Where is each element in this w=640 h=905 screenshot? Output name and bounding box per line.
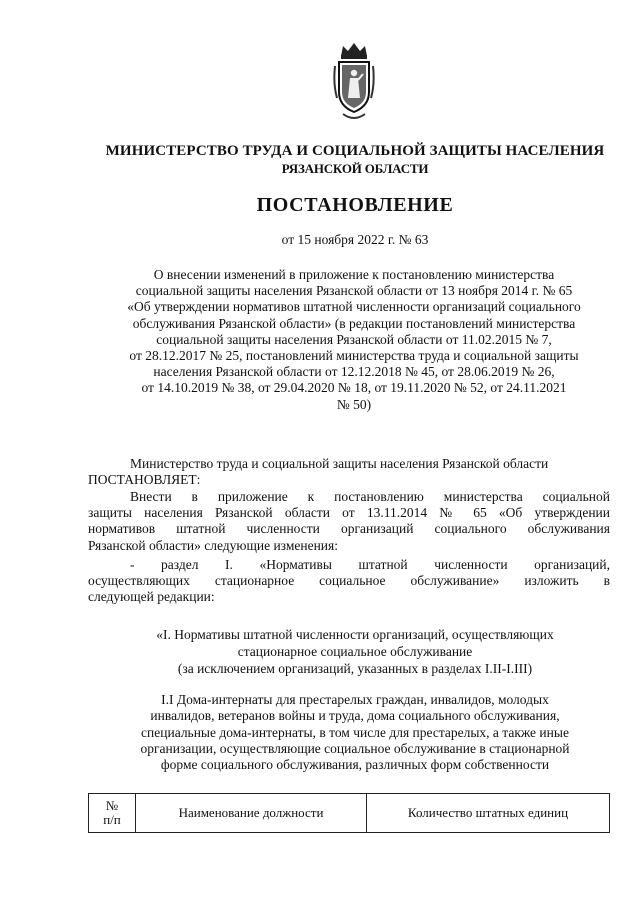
change-line: - раздел I. «Нормативы штатной численности организаций, <box>130 557 610 572</box>
subsection-line: инвалидов, ветеранов войны и труда, дома социального обслуживания, <box>150 708 560 724</box>
subject-line: № 50) <box>336 396 372 412</box>
section-title-line: стационарное социальное обслуживание <box>237 643 473 659</box>
table-header-row <box>89 794 610 833</box>
document-type: ПОСТАНОВЛЕНИЕ <box>256 194 454 216</box>
subsection-line: I.I Дома-интернаты для престарелых граждан, инвалидов, молодых <box>161 692 549 707</box>
subsection-line: организации, осуществляющие социальное обслуживание в стационарной <box>140 740 570 756</box>
header-number-symbol: № <box>105 798 119 813</box>
subject-line: О внесении изменений в приложение к постановлению министерства <box>153 267 555 282</box>
resolution-line: Рязанской области» следующие изменения: <box>88 537 338 553</box>
subject-line: социальной защиты населения Рязанской области от 11.02.2015 № 7, <box>156 331 552 347</box>
section-title-line: (за исключением организаций, указанных в разделах I.II-I.III) <box>177 660 533 676</box>
resolution-line: Внести в приложение к постановлению министерства социальной <box>130 489 610 504</box>
subject-line: «Об утверждении нормативов штатной численности организаций социального <box>127 299 581 315</box>
subject-line: от 28.12.2017 № 25, постановлений министерства труда и социальной защиты <box>129 348 579 364</box>
subject-line: от 14.10.2019 № 38, от 29.04.2020 № 18, от 19.11.2020 № 52, от 24.11.2021 <box>141 380 567 396</box>
header-cell-number <box>89 794 136 833</box>
header-cell-position: Наименование должности <box>136 794 367 833</box>
document-subject <box>84 267 624 413</box>
preamble <box>88 456 610 488</box>
ministry-name-line1: МИНИСТЕРСТВО ТРУДА И СОЦИАЛЬНОЙ ЗАЩИТЫ НАСЕЛЕНИЯ <box>105 143 605 159</box>
subject-line: населения Рязанской области от 12.12.2018 № 45, от 28.06.2019 № 26, <box>153 364 555 380</box>
resolution-line: нормативов штатной численности организаций социального обслуживания <box>88 521 610 537</box>
subsection-line: форме социального обслуживания, различных форм собственности <box>160 757 550 773</box>
coat-of-arms-icon <box>333 40 375 126</box>
header-number-abbrev: п/п <box>103 812 121 827</box>
change-paragraph <box>88 557 610 606</box>
preamble-line: Министерство труда и социальной защиты населения Рязанской области <box>130 456 549 471</box>
change-line: следующей редакции: <box>88 589 215 605</box>
change-line: осуществляющих стационарное социальное обслуживание» изложить в <box>88 573 610 589</box>
document-date-number: от 15 ноября 2022 г. № 63 <box>281 232 429 247</box>
header-cell-staff-count: Количество штатных единиц <box>367 794 610 833</box>
section-title-line: «I. Нормативы штатной численности организаций, осуществляющих <box>156 627 554 642</box>
resolution-line: защиты населения Рязанской области от 13.11.2014 № 65 «Об утверждении <box>88 505 610 521</box>
subsection-title <box>96 692 614 773</box>
subject-line: социальной защиты населения Рязанской области от 13 ноября 2014 г. № 65 <box>135 283 573 299</box>
subsection-line: специальные дома-интернаты, в том числе для престарелых, а также иные <box>141 724 569 740</box>
resolution-paragraph <box>88 489 610 554</box>
preamble-decree-word: ПОСТАНОВЛЯЕТ: <box>88 472 201 488</box>
ministry-name-line2: РЯЗАНСКОЙ ОБЛАСТИ <box>281 161 429 176</box>
ministry-name <box>100 142 610 178</box>
subject-line: обслуживания Рязанской области» (в редакции постановлений министерства <box>132 315 576 331</box>
section-title <box>100 627 610 677</box>
staff-table <box>88 793 610 833</box>
